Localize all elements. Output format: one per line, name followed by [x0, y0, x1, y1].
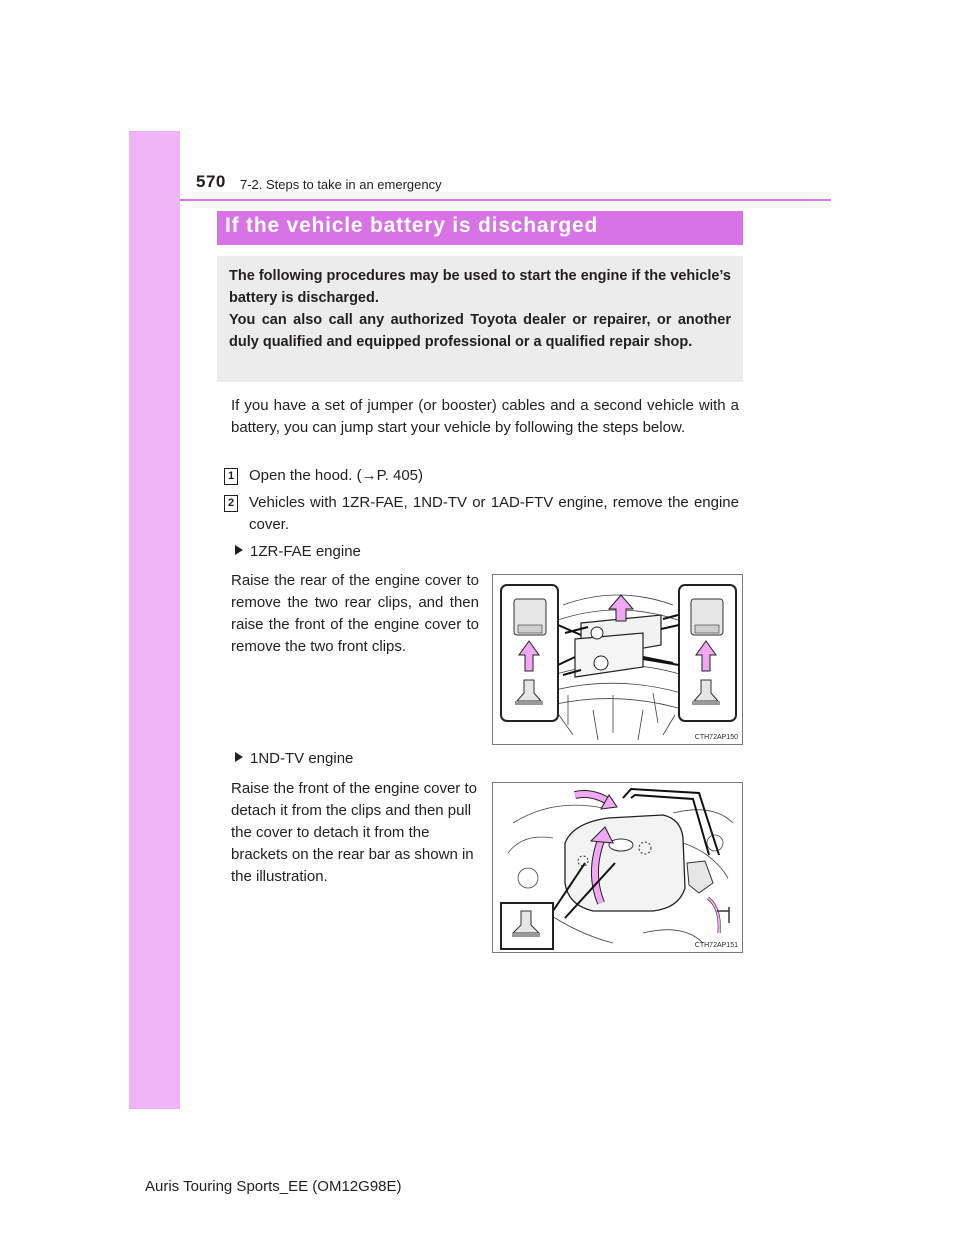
engine-label-1nd	[235, 750, 353, 767]
step-number-2: 2	[224, 495, 238, 512]
engine-label-text: 1ND-TV engine	[250, 750, 354, 767]
chapter-tab-strip	[129, 131, 180, 1109]
body-paragraph: If you have a set of jumper (or booster) cables and a second vehicle with a battery, you can jump start your vehicle by following the steps below.	[231, 397, 739, 436]
section-heading: 7-2. Steps to take in an emergency	[240, 177, 442, 192]
step-number-1: 1	[224, 468, 238, 485]
engine-label-1zr	[235, 543, 361, 560]
figure-1nd-engine-cover	[492, 782, 743, 953]
intro-box	[217, 256, 743, 382]
figure-1zr-engine-cover	[492, 574, 743, 745]
engine-description-1zr: Raise the rear of the engine cover to remove the two rear clips, and then raise the front of the engine cover to remove the two front clips.	[231, 572, 479, 655]
triangle-bullet-icon	[235, 752, 243, 762]
page-number: 570	[196, 172, 226, 191]
figure-code: CTH72AP150	[694, 734, 738, 741]
figure-code: CTH72AP151	[694, 942, 738, 949]
intro-line-1: The following procedures may be used to start the engine if the vehicle’s battery is discharged.	[229, 268, 731, 306]
footer-model-code: Auris Touring Sports_EE (OM12G98E)	[145, 1178, 402, 1195]
engine-cover-illustration-icon	[493, 575, 743, 745]
engine-description-1nd: Raise the front of the engine cover to detach it from the clips and then pull the cover to detach it from the brackets on the rear bar as shown in the illustration.	[231, 780, 477, 885]
page-title: If the vehicle battery is discharged	[217, 211, 743, 245]
triangle-bullet-icon	[235, 545, 243, 555]
engine-label-text: 1ZR-FAE engine	[250, 543, 361, 560]
header-divider	[180, 199, 831, 201]
intro-line-2: You can also call any authorized Toyota dealer or repairer, or another duly qualified and equipped professional or a qualified repair shop.	[229, 312, 731, 350]
engine-cover-illustration-icon	[493, 783, 743, 953]
step-text-1: Open the hood. (→P. 405)	[249, 467, 424, 484]
step-text-2: Vehicles with 1ZR-FAE, 1ND-TV or 1AD-FTV engine, remove the engine cover.	[249, 494, 739, 533]
